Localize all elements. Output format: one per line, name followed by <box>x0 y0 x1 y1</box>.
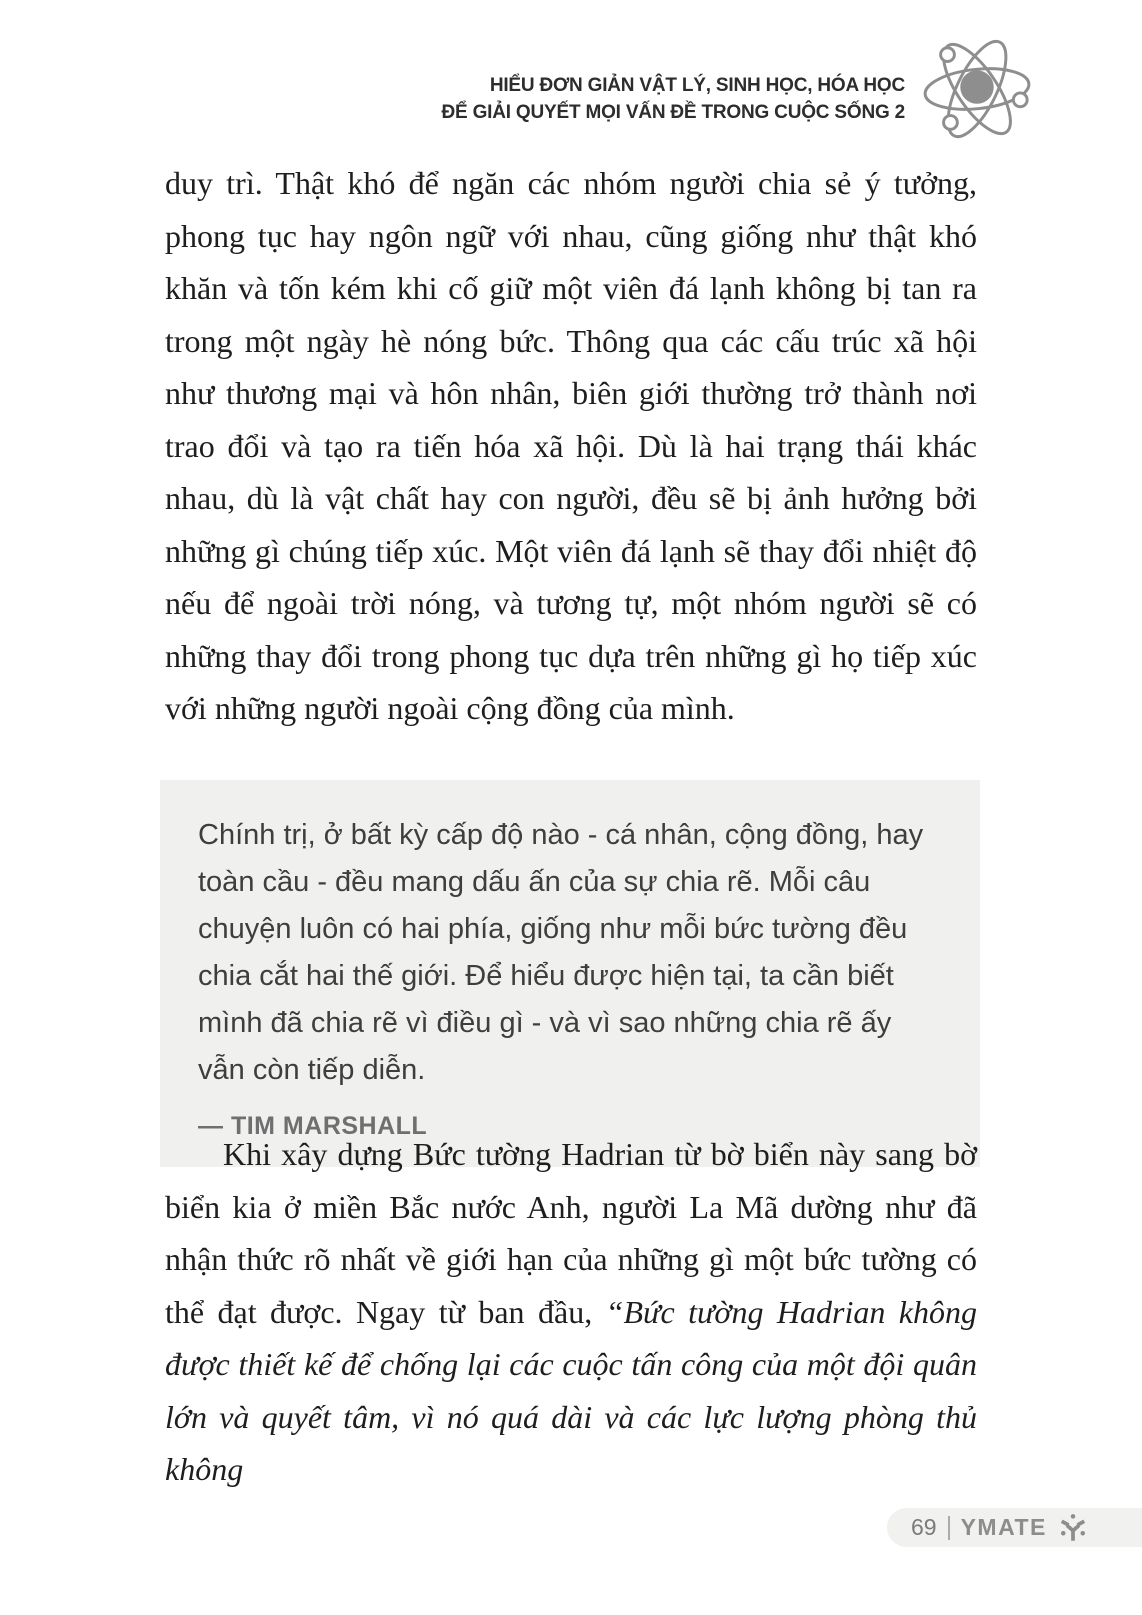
quote-text: Chính trị, ở bất kỳ cấp độ nào - cá nhân, cộng đồng, hay toàn cầu - đều mang dấu ấn của sự chia rẽ. Mỗi câu chuyện luôn có hai phía, giống như mỗi bức tường đều chia cắt hai thế giới. Để hiểu được hiện tại, ta cần biết mình đã chia rẽ vì điều gì - và vì sao những chia rẽ ấy vẫn còn tiếp diễn. <box>198 819 924 1086</box>
ymate-logo-icon <box>1058 1512 1088 1544</box>
page-number: 69 <box>911 1514 937 1540</box>
atom-icon <box>918 28 1036 152</box>
paragraph-lead: Khi xây dựng Bức tường Hadrian từ bờ biển này sang bờ biển kia ở miền Bắc nước Anh, người La Mã dường như đã nhận thức rõ nhất về giới hạn của những gì một bức tường có thể đạt được. Ngay từ ban đầu, <box>165 1136 977 1330</box>
page-footer <box>887 1508 1142 1547</box>
book-title-line2: ĐỂ GIẢI QUYẾT MỌI VẤN ĐỀ TRONG CUỘC SỐNG 2 <box>441 102 905 123</box>
quote-box <box>160 780 980 1167</box>
quote-attribution: — TIM MARSHALL <box>198 1112 428 1140</box>
book-title <box>442 72 905 126</box>
paragraph-quote-italic: “Bức tường Hadrian không được thiết kế để chống lại các cuộc tấn công của một đội quân lớn và quyết tâm, vì nó quá dài và các lực lượng phòng thủ không <box>165 1293 978 1487</box>
paragraph <box>165 1128 977 1496</box>
book-title-line1: HIỂU ĐƠN GIẢN VẬT LÝ, SINH HỌC, HÓA HỌC <box>489 75 905 96</box>
brand-name: YMATE <box>960 1514 1047 1540</box>
page-number-divider <box>948 1516 950 1540</box>
paragraph-continuation: duy trì. Thật khó để ngăn các nhóm người chia sẻ ý tưởng, phong tục hay ngôn ngữ với nhau, cũng giống như thật khó khăn và tốn kém khi cố giữ một viên đá lạnh không bị tan ra trong một ngày hè nóng bức. Thông qua các cấu trúc xã hội như thương mại và hôn nhân, biên giới thường trở thành nơi trao đổi và tạo ra tiến hóa xã hội. Dù là hai trạng thái khác nhau, dù là vật chất hay con người, đều sẽ bị ảnh hưởng bởi những gì chúng tiếp xúc. Một viên đá lạnh sẽ thay đổi nhiệt độ nếu để ngoài trời nóng, và tương tự, một nhóm người sẽ có những thay đổi trong phong tục dựa trên những gì họ tiếp xúc với những người ngoài cộng đồng của mình. <box>165 165 977 726</box>
